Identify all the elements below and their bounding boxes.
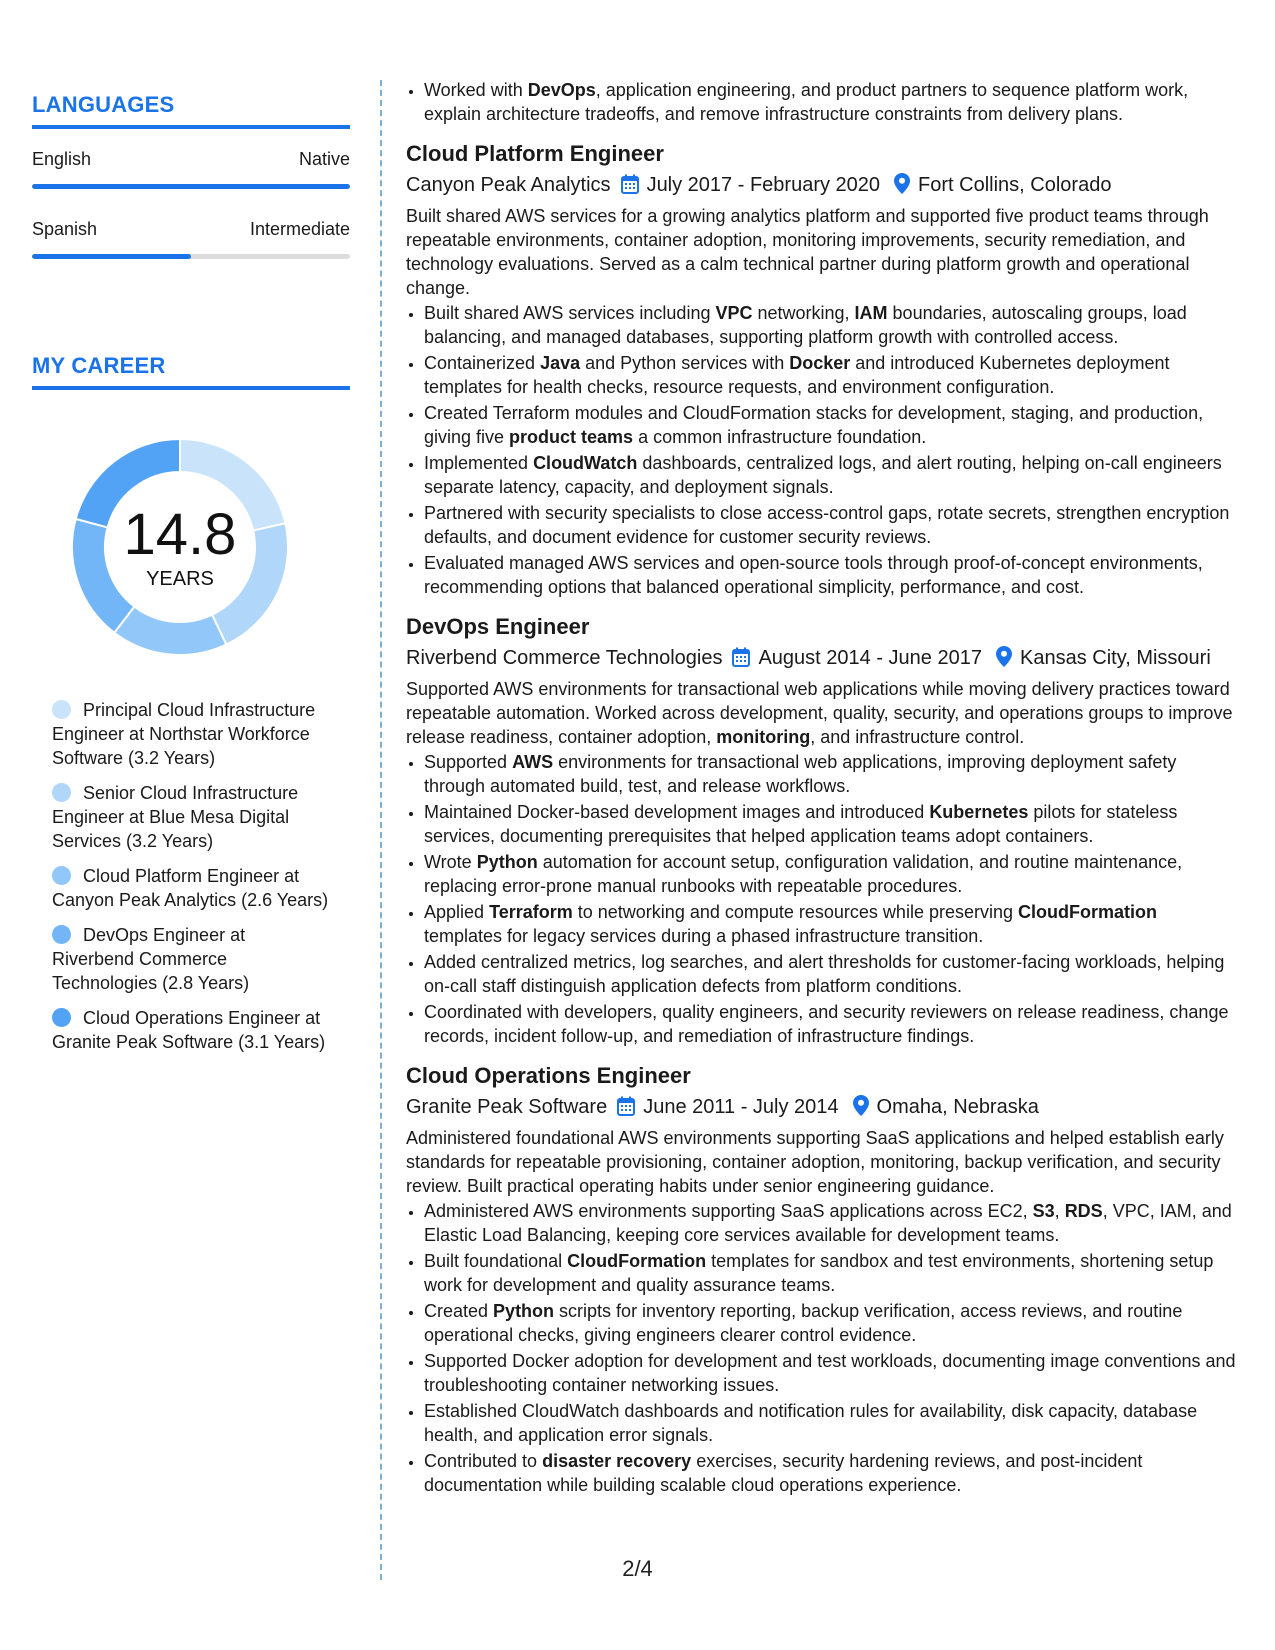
job-meta	[406, 644, 1236, 672]
job-dates: August 2014 - June 2017	[758, 647, 982, 669]
company-name: Granite Peak Software	[406, 1096, 608, 1118]
legend-label: DevOps Engineer at Riverbend Commerce Technologies (2.8 Years)	[52, 925, 250, 993]
legend-item	[52, 1006, 332, 1054]
donut-center	[65, 432, 295, 662]
job-summary: Built shared AWS services for a growing analytics platform and supported five product teams through repeatable environments, container adoption, monitoring improvements, security remediation, and technology evaluations. Served as a calm technical partner during platform growth and operational change.	[406, 206, 1209, 298]
legend-item	[52, 923, 332, 995]
languages-heading: LANGUAGES	[32, 92, 350, 129]
page-number: 2/4	[622, 1556, 653, 1581]
bullet-item: • Applied Terraform to networking and compute resources while preserving CloudFormation templates for legacy services during a phased infrastructure transition.	[424, 900, 1236, 948]
experience-section	[406, 78, 1236, 1499]
job-meta	[406, 171, 1236, 199]
bullet-item: • Contributed to disaster recovery exercises, security hardening reviews, and post-incident documentation while building scalable cloud operations experience.	[424, 1449, 1236, 1497]
bullet-item: • Coordinated with developers, quality engineers, and security reviewers on release readiness, change records, incident follow-up, and remediation of infrastructure findings.	[424, 1000, 1236, 1048]
language-name: English	[32, 149, 92, 169]
legend-label: Senior Cloud Infrastructure Engineer at Blue Mesa Digital Services (3.2 Years)	[52, 783, 299, 851]
sidebar	[32, 92, 350, 1065]
bullet-item: • Built foundational CloudFormation templates for sandbox and test environments, shortening setup work for development and quality assurance teams.	[424, 1249, 1236, 1297]
company-name: Riverbend Commerce Technologies	[406, 647, 723, 669]
language-row	[32, 199, 350, 269]
company-name: Canyon Peak Analytics	[406, 174, 611, 196]
language-list	[32, 129, 350, 269]
job-dates: June 2011 - July 2014	[643, 1096, 839, 1118]
job-entry	[406, 612, 1236, 1048]
career-legend	[52, 698, 332, 1054]
language-name: Spanish	[32, 219, 98, 239]
bullet-item: • Partnered with security specialists to close access-control gaps, rotate secrets, strengthen encryption defaults, and document evidence for customer security reviews.	[424, 501, 1236, 549]
bullet-item: • Worked with DevOps, application engineering, and product partners to sequence platform work, explain architecture tradeoffs, and remove infrastructure constraints from delivery plans.	[424, 78, 1236, 126]
bullet-item: • Created Terraform modules and CloudFormation stacks for development, staging, and production, giving five product teams a common infrastructure foundation.	[424, 401, 1236, 449]
bullet-item: • Containerized Java and Python services with Docker and introduced Kubernetes deployment templates for health checks, resource requests, and environment configuration.	[424, 351, 1236, 399]
bullet-item: • Evaluated managed AWS services and open-source tools through proof-of-concept environments, recommending options that balanced operational simplicity, performance, and cost.	[424, 551, 1236, 599]
job-entry	[406, 139, 1236, 599]
bullet-item: • Established CloudWatch dashboards and notification rules for availability, disk capacity, database health, and application error signals.	[424, 1399, 1236, 1447]
language-proficiency-bar	[32, 184, 350, 189]
career-total-years: 14.8	[123, 502, 237, 567]
job-bullets	[406, 301, 1236, 599]
job-title: DevOps Engineer	[406, 614, 590, 639]
continued-bullets	[406, 78, 1236, 126]
bullet-item: • Implemented CloudWatch dashboards, centralized logs, and alert routing, helping on-call engineers separate latency, capacity, and deployment signals.	[424, 451, 1236, 499]
legend-label: Cloud Platform Engineer at Canyon Peak Analytics (2.6 Years)	[52, 866, 329, 910]
job-list	[406, 139, 1236, 1497]
career-donut-chart	[65, 432, 295, 662]
bullet-item: • Supported Docker adoption for development and test workloads, documenting image conventions and troubleshooting container networking issues.	[424, 1349, 1236, 1397]
language-row	[32, 129, 350, 199]
career-heading: MY CAREER	[32, 353, 350, 390]
legend-item	[52, 864, 332, 912]
job-title: Cloud Operations Engineer	[406, 1063, 691, 1088]
legend-item	[52, 781, 332, 853]
job-location: Fort Collins, Colorado	[918, 174, 1112, 196]
job-bullets	[406, 1199, 1236, 1497]
language-proficiency-fill	[32, 254, 191, 259]
job-title: Cloud Platform Engineer	[406, 141, 664, 166]
bullet-item: • Wrote Python automation for account setup, configuration validation, and routine maintenance, replacing error-prone manual runbooks with repeatable procedures.	[424, 850, 1236, 898]
job-meta	[406, 1093, 1236, 1121]
legend-label: Cloud Operations Engineer at Granite Peak Software (3.1 Years)	[52, 1008, 326, 1052]
column-divider	[380, 80, 382, 1580]
calendar-icon	[732, 647, 750, 667]
calendar-icon	[617, 1096, 635, 1116]
map-pin-icon	[894, 173, 910, 194]
job-summary: Administered foundational AWS environments supporting SaaS applications and helped establish early standards for repeatable provisioning, container adoption, monitoring, backup verification, and security review. Built practical operating habits under senior engineering guidance.	[406, 1128, 1224, 1196]
language-level: Intermediate	[249, 219, 350, 239]
job-dates: July 2017 - February 2020	[646, 174, 881, 196]
job-location: Omaha, Nebraska	[876, 1096, 1039, 1118]
legend-swatch	[52, 783, 71, 802]
legend-swatch	[52, 866, 71, 885]
job-location: Kansas City, Missouri	[1019, 647, 1211, 669]
legend-swatch	[52, 700, 71, 719]
bullet-item: • Maintained Docker-based development images and introduced Kubernetes pilots for stateless services, documenting prerequisites that helped application teams adopt containers.	[424, 800, 1236, 848]
job-entry	[406, 1061, 1236, 1497]
job-summary: Supported AWS environments for transactional web applications while moving delivery practices toward repeatable automation. Worked across development, quality, security, and operations groups to improve release readiness, container adoption, monitoring, and infrastructure control.	[406, 679, 1233, 747]
legend-item	[52, 698, 332, 770]
language-level: Native	[298, 149, 350, 169]
bullet-item: • Created Python scripts for inventory reporting, backup verification, access reviews, and routine operational checks, giving engineers clearer control evidence.	[424, 1299, 1236, 1347]
bullet-item: • Added centralized metrics, log searches, and alert thresholds for customer-facing workloads, helping on-call staff distinguish application defects from platform conditions.	[424, 950, 1236, 998]
map-pin-icon	[853, 1095, 869, 1116]
bullet-item: • Supported AWS environments for transactional web applications, improving deployment safety through automated build, test, and release workflows.	[424, 750, 1236, 798]
language-proficiency-bar	[32, 254, 350, 259]
map-pin-icon	[996, 646, 1012, 667]
legend-swatch	[52, 925, 71, 944]
bullet-item: • Built shared AWS services including VPC networking, IAM boundaries, autoscaling groups, load balancing, and managed databases, supporting platform growth with controlled access.	[424, 301, 1236, 349]
bullet-item: • Administered AWS environments supporting SaaS applications across EC2, S3, RDS, VPC, IAM, and Elastic Load Balancing, keeping core services available for development teams.	[424, 1199, 1236, 1247]
legend-swatch	[52, 1008, 71, 1027]
career-unit: YEARS	[146, 568, 214, 590]
job-bullets	[406, 750, 1236, 1048]
legend-label: Principal Cloud Infrastructure Engineer at Northstar Workforce Software (3.2 Years)	[52, 700, 316, 768]
calendar-icon	[621, 174, 639, 194]
language-proficiency-fill	[32, 184, 350, 189]
